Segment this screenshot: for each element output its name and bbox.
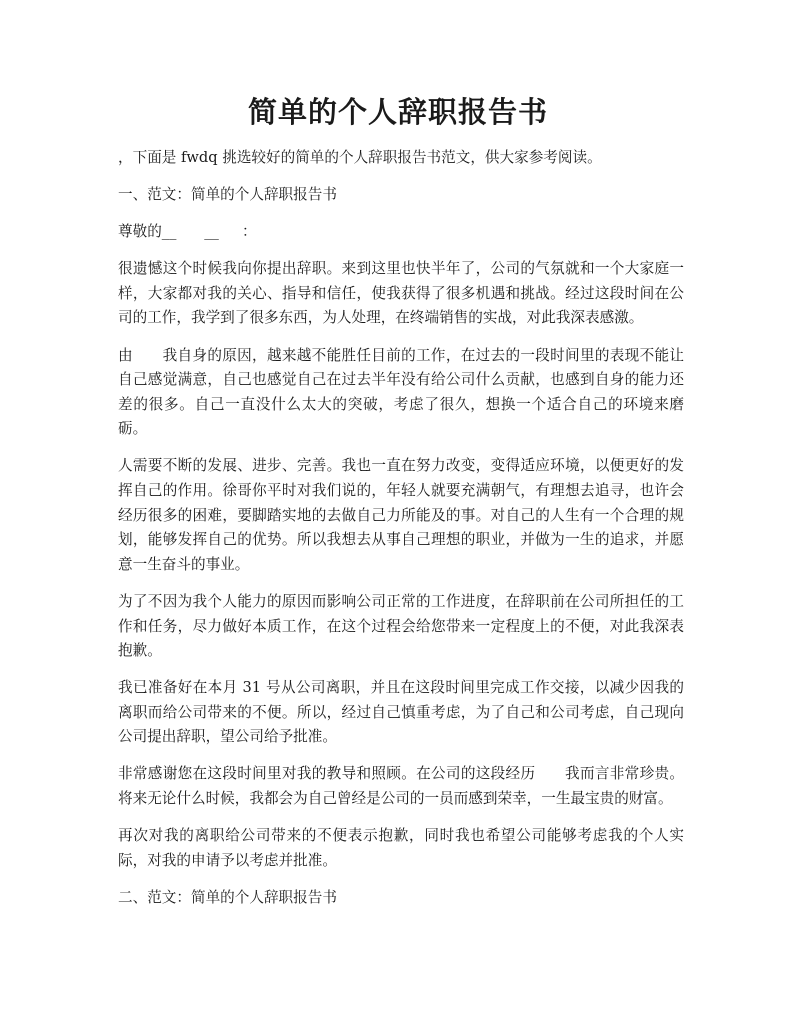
salutation: 尊敬的__ __ ： (118, 223, 257, 241)
body-paragraph: 我已准备好在本月 31 号从公司离职，并且在这段时间里完成工作交接，以减少因我的离职而给公司带来的不便。所以，经过自己慎重考虑，为了自己和公司考虑，自己现向公司提出辞职，望公司给予批准。 (118, 679, 684, 746)
document-title: 简单的个人辞职报告书 (247, 95, 548, 129)
intro-paragraph: ，下面是 fwdq 挑选较好的简单的个人辞职报告书范文，供大家参考阅读。 (118, 149, 602, 166)
body-paragraph: 非常感谢您在这段时间里对我的教导和照顾。在公司的这段经历 我而言非常珍贵。将来无论什么时候，我都会为自己曾经是公司的一员而感到荣幸，一生最宝贵的财富。 (118, 765, 684, 808)
body-paragraph: 为了不因为我个人能力的原因而影响公司正常的工作进度，在辞职前在公司所担任的工作和任务，尽力做好本质工作，在这个过程会给您带来一定程度上的不便，对此我深表抱歉。 (118, 592, 684, 660)
section-heading-2: 二、范文：简单的个人辞职报告书 (118, 888, 337, 906)
section-heading-1: 一、范文：简单的个人辞职报告书 (118, 186, 337, 204)
body-paragraph: 人需要不断的发展、进步、完善。我也一直在努力改变，变得适应环境，以便更好的发挥自己的作用。徐哥你平时对我们说的，年轻人就要充满朝气，有理想去追寻，也许会经历很多的困难，要脚踏实地的去做自己力所能及的事。对自己的人生有一个合理的规划，能够发挥自己的优势。所以我想去从事自己理想的职业，并做为一生的追求，并愿意一生奋斗的事业。 (118, 457, 684, 573)
document-body (118, 146, 684, 923)
body-paragraph: 由 我自身的原因，越来越不能胜任目前的工作，在过去的一段时间里的表现不能让自己感觉满意，自己也感觉自己在过去半年没有给公司什么贡献，也感到自身的能力还差的很多。自己一直没什么太大的突破，考虑了很久，想换一个适合自己的环境来磨砺。 (118, 346, 684, 438)
body-paragraph: 很遗憾这个时候我向你提出辞职。来到这里也快半年了，公司的气氛就和一个大家庭一样，大家都对我的关心、指导和信任，使我获得了很多机遇和挑战。经过这段时间在公司的工作，我学到了很多东西，为人处理，在终端销售的实战，对此我深表感激。 (118, 260, 684, 327)
body-paragraph: 再次对我的离职给公司带来的不便表示抱歉，同时我也希望公司能够考虑我的个人实际，对我的申请予以考虑并批准。 (118, 827, 684, 869)
